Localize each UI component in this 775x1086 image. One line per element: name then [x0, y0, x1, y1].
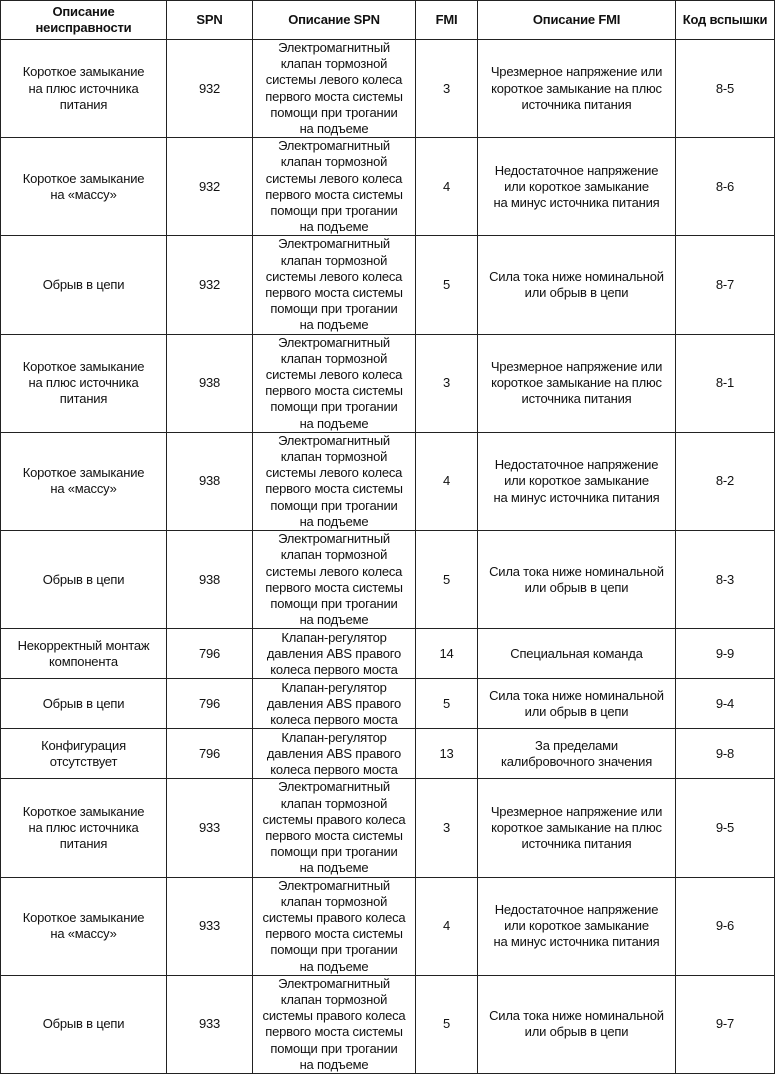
- cell-flash-code: 9-5: [676, 779, 775, 877]
- cell-fault-description: Обрыв в цепи: [1, 531, 167, 629]
- cell-flash-code: 9-4: [676, 679, 775, 729]
- cell-spn-description: Электромагнитный клапан тормозной системы левого колеса первого моста системы помощи при трогании на подъеме: [253, 334, 416, 432]
- cell-fault-description: Короткое замыкание на «массу»: [1, 432, 167, 530]
- table-row: [1, 432, 775, 530]
- cell-fmi: 13: [416, 729, 478, 779]
- cell-spn-description: Электромагнитный клапан тормозной системы левого колеса первого моста системы помощи при трогании на подъеме: [253, 40, 416, 138]
- cell-fault-description: Обрыв в цепи: [1, 679, 167, 729]
- cell-spn-description: Электромагнитный клапан тормозной системы левого колеса первого моста системы помощи при трогании на подъеме: [253, 531, 416, 629]
- cell-spn-description: Электромагнитный клапан тормозной системы левого колеса первого моста системы помощи при трогании на подъеме: [253, 236, 416, 334]
- cell-flash-code: 9-7: [676, 975, 775, 1073]
- cell-spn: 796: [167, 729, 253, 779]
- header-row: [1, 1, 775, 40]
- cell-flash-code: 9-8: [676, 729, 775, 779]
- table-body: [1, 40, 775, 1074]
- cell-fmi: 5: [416, 236, 478, 334]
- cell-spn-description: Электромагнитный клапан тормозной системы левого колеса первого моста системы помощи при трогании на подъеме: [253, 138, 416, 236]
- cell-fault-description: Короткое замыкание на плюс источника питания: [1, 334, 167, 432]
- table-row: [1, 531, 775, 629]
- table-row: [1, 877, 775, 975]
- cell-fault-description: Обрыв в цепи: [1, 975, 167, 1073]
- cell-flash-code: 9-6: [676, 877, 775, 975]
- header-spn-description: Описание SPN: [253, 1, 416, 40]
- cell-fmi-description: Чрезмерное напряжение или короткое замыкание на плюс источника питания: [478, 40, 676, 138]
- cell-fmi: 14: [416, 629, 478, 679]
- cell-spn: 938: [167, 432, 253, 530]
- cell-spn: 796: [167, 629, 253, 679]
- cell-spn-description: Электромагнитный клапан тормозной системы правого колеса первого моста системы помощи при трогании на подъеме: [253, 779, 416, 877]
- cell-flash-code: 8-5: [676, 40, 775, 138]
- cell-spn: 933: [167, 877, 253, 975]
- cell-fmi: 5: [416, 531, 478, 629]
- header-fault-description: Описание неисправности: [1, 1, 167, 40]
- table-row: [1, 236, 775, 334]
- table-row: [1, 779, 775, 877]
- cell-spn: 938: [167, 334, 253, 432]
- cell-spn: 933: [167, 975, 253, 1073]
- cell-spn-description: Электромагнитный клапан тормозной системы левого колеса первого моста системы помощи при трогании на подъеме: [253, 432, 416, 530]
- cell-fmi-description: Сила тока ниже номинальной или обрыв в цепи: [478, 679, 676, 729]
- cell-fmi: 3: [416, 779, 478, 877]
- cell-spn: 932: [167, 40, 253, 138]
- cell-fault-description: Некорректный монтаж компонента: [1, 629, 167, 679]
- cell-fmi-description: Сила тока ниже номинальной или обрыв в цепи: [478, 975, 676, 1073]
- header-fmi-description: Описание FMI: [478, 1, 676, 40]
- cell-fmi-description: Специальная команда: [478, 629, 676, 679]
- cell-fmi-description: Чрезмерное напряжение или короткое замыкание на плюс источника питания: [478, 779, 676, 877]
- cell-fmi: 4: [416, 432, 478, 530]
- cell-fmi: 4: [416, 138, 478, 236]
- cell-spn-description: Электромагнитный клапан тормозной системы правого колеса первого моста системы помощи при трогании на подъеме: [253, 877, 416, 975]
- cell-flash-code: 8-1: [676, 334, 775, 432]
- cell-fault-description: Короткое замыкание на «массу»: [1, 138, 167, 236]
- cell-spn: 932: [167, 236, 253, 334]
- table-row: [1, 629, 775, 679]
- cell-spn-description: Клапан-регулятор давления ABS правого колеса первого моста: [253, 729, 416, 779]
- cell-fmi: 5: [416, 679, 478, 729]
- cell-spn: 938: [167, 531, 253, 629]
- cell-spn-description: Электромагнитный клапан тормозной системы правого колеса первого моста системы помощи при трогании на подъеме: [253, 975, 416, 1073]
- cell-fault-description: Короткое замыкание на плюс источника питания: [1, 40, 167, 138]
- cell-fmi-description: Недостаточное напряжение или короткое замыкание на минус источника питания: [478, 138, 676, 236]
- cell-spn: 796: [167, 679, 253, 729]
- cell-fmi: 3: [416, 334, 478, 432]
- cell-fmi-description: Сила тока ниже номинальной или обрыв в цепи: [478, 531, 676, 629]
- table-row: [1, 975, 775, 1073]
- cell-fault-description: Короткое замыкание на «массу»: [1, 877, 167, 975]
- header-flash-code: Код вспышки: [676, 1, 775, 40]
- cell-fault-description: Короткое замыкание на плюс источника питания: [1, 779, 167, 877]
- cell-flash-code: 9-9: [676, 629, 775, 679]
- header-spn: SPN: [167, 1, 253, 40]
- cell-fmi-description: Сила тока ниже номинальной или обрыв в цепи: [478, 236, 676, 334]
- cell-fmi: 3: [416, 40, 478, 138]
- cell-spn-description: Клапан-регулятор давления ABS правого колеса первого моста: [253, 629, 416, 679]
- cell-flash-code: 8-2: [676, 432, 775, 530]
- table-row: [1, 138, 775, 236]
- cell-fmi-description: Чрезмерное напряжение или короткое замыкание на плюс источника питания: [478, 334, 676, 432]
- cell-flash-code: 8-6: [676, 138, 775, 236]
- cell-fmi-description: Недостаточное напряжение или короткое замыкание на минус источника питания: [478, 432, 676, 530]
- cell-spn: 933: [167, 779, 253, 877]
- table-row: [1, 334, 775, 432]
- cell-fmi-description: За пределами калибровочного значения: [478, 729, 676, 779]
- cell-spn: 932: [167, 138, 253, 236]
- cell-fmi-description: Недостаточное напряжение или короткое замыкание на минус источника питания: [478, 877, 676, 975]
- header-fmi: FMI: [416, 1, 478, 40]
- table-row: [1, 729, 775, 779]
- cell-spn-description: Клапан-регулятор давления ABS правого колеса первого моста: [253, 679, 416, 729]
- cell-fmi: 5: [416, 975, 478, 1073]
- cell-fault-description: Обрыв в цепи: [1, 236, 167, 334]
- table-row: [1, 679, 775, 729]
- cell-fmi: 4: [416, 877, 478, 975]
- table-row: [1, 40, 775, 138]
- cell-fault-description: Конфигурация отсутствует: [1, 729, 167, 779]
- cell-flash-code: 8-7: [676, 236, 775, 334]
- cell-flash-code: 8-3: [676, 531, 775, 629]
